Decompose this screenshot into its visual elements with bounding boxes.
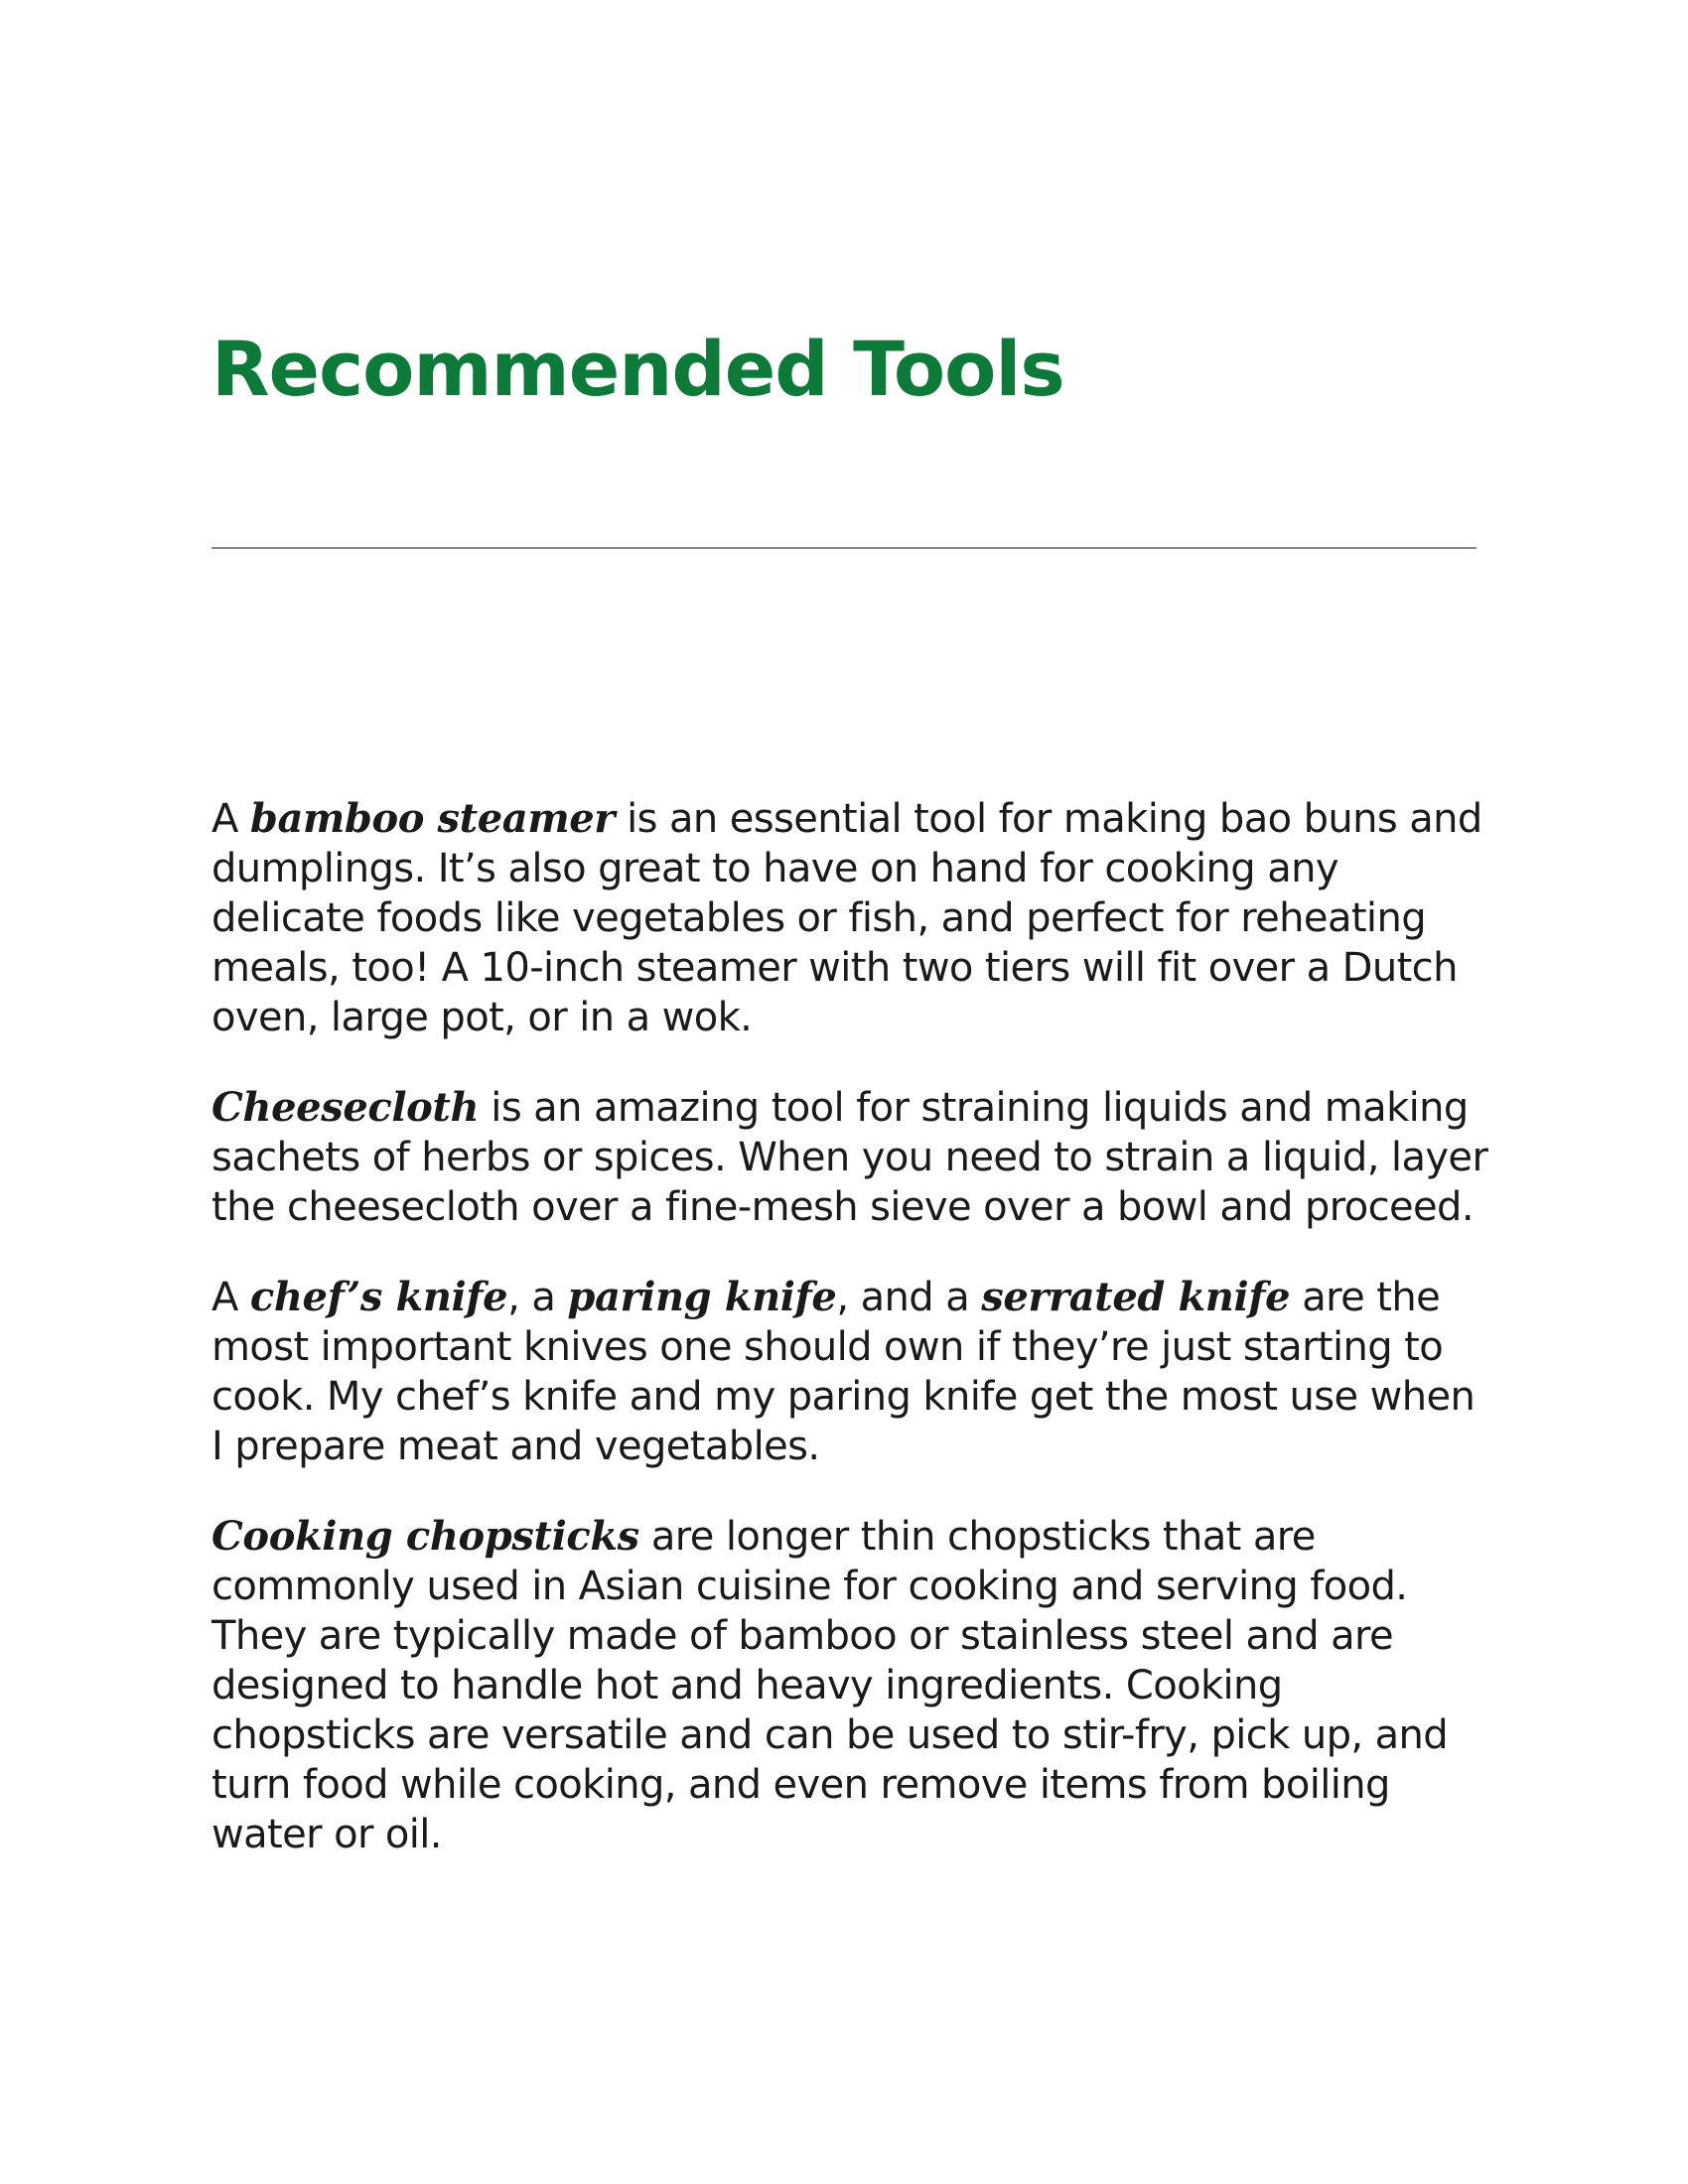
text-run: are longer thin chopsticks that are commonly used in Asian cuisine for cooking and serving food. They are typically made of bamboo or stainless steel and are designed to handle hot and heavy ingredients. Cooking chopsticks are versatile and can be used to stir-fry, pick up, and turn food while cooking, and even remove items from boiling water or oil. <box>211 1514 1449 1857</box>
term-cheesecloth: Cheesecloth <box>211 1084 480 1131</box>
text-run: are the most important knives one should own if they’re just starting to cook. My chef’s knife and my paring knife get the most use when I prepare meat and vegetables. <box>211 1275 1476 1469</box>
text-run: , and a <box>836 1275 982 1320</box>
term-paring-knife: paring knife <box>567 1274 837 1320</box>
paragraph-cooking-chopsticks <box>211 1512 1492 1859</box>
paragraph-knives <box>211 1273 1492 1471</box>
page-title: Recommended Tools <box>211 325 1064 413</box>
term-cooking-chopsticks: Cooking chopsticks <box>211 1513 639 1560</box>
text-run: is an essential tool for making bao buns and dumplings. It’s also great to have on hand for cooking any delicate foods like vegetables or fish, and perfect for reheating meals, too! A 10-inch steamer with two tiers will fit over a Dutch oven, large pot, or in a wok. <box>211 796 1482 1040</box>
text-run: A <box>211 796 250 842</box>
term-chefs-knife: chef’s knife <box>249 1274 508 1320</box>
text-run: is an amazing tool for straining liquids and making sachets of herbs or spices. When you need to strain a liquid, layer the cheesecloth over a fine-mesh sieve over a bowl and proceed. <box>211 1085 1488 1230</box>
text-run: , a <box>507 1275 568 1320</box>
body-text <box>211 794 1492 1900</box>
title-divider <box>211 547 1477 549</box>
term-serrated-knife: serrated knife <box>981 1274 1291 1320</box>
term-bamboo-steamer: bamboo steamer <box>249 795 615 842</box>
paragraph-bamboo-steamer <box>211 794 1492 1042</box>
text-run: A <box>211 1275 250 1320</box>
paragraph-cheesecloth <box>211 1083 1492 1232</box>
